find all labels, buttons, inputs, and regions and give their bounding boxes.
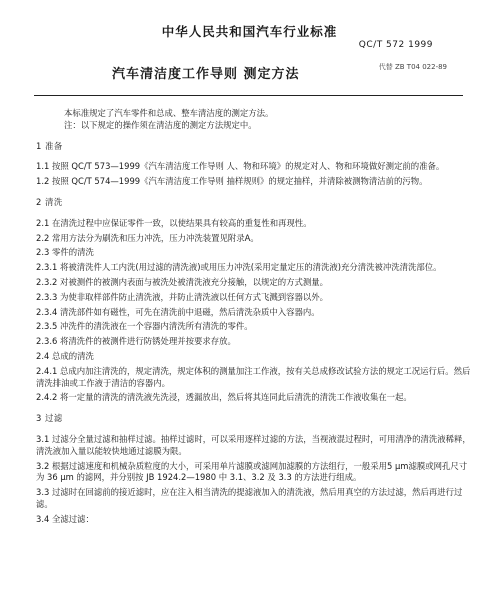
section-3-title: 3 过滤 bbox=[36, 413, 63, 424]
intro-line-1: 本标准规定了汽车零件和总成、整车清洁度的测定方法。 bbox=[64, 108, 274, 118]
para-1-2: 1.2 按照 QC/T 574—1999《汽车清洁度工作导则 抽样规则》的规定抽样，并清除被测物清洁前的污物。 bbox=[36, 176, 428, 187]
standard-org-header: 中华人民共和国汽车行业标准 bbox=[161, 24, 338, 39]
para-3-2: 3.2 根据过滤速度和机械杂质粒度的大小，可采用单片滤膜或滤网加滤膜的方法组行，一般采用5 μm滤膜或网孔尺寸为 36 μm 的滤网，并分别按 JB 1924.2—1980 中 3.1、3.2 及 3.3 的方法进行组成。 bbox=[36, 460, 468, 483]
document-title: 汽车清洁度工作导则 测定方法 bbox=[112, 67, 300, 82]
para-2-2: 2.2 常用方法分为刷洗和压力冲洗，压力冲洗装置见附录A。 bbox=[36, 232, 259, 243]
para-1-1: 1.1 按照 QC/T 573—1999《汽车清洁度工作导则 人、物和环境》的规定对人、物和环境做好测定前的准备。 bbox=[36, 161, 445, 172]
para-2-3-2: 2.3.2 对被测件的被测内表面与被洗处被清洗液充分接触，以规定的方式测量。 bbox=[36, 276, 328, 287]
para-2-3-5: 2.3.5 冲洗件的清洗液在一个容器内清洗所有清洗的零件。 bbox=[36, 321, 253, 332]
standard-code: QC/T 572 1999 bbox=[358, 40, 433, 50]
para-3-4: 3.4 全滤过滤： bbox=[36, 513, 94, 524]
para-2-4-2: 2.4.2 将一定量的清洗的清洗液先洗浸，透漏放出，然后将其连同此后清洗的清洗工作液收集在一起。 bbox=[36, 392, 412, 403]
document-body bbox=[36, 108, 473, 526]
para-2-4: 2.4 总成的清洗 bbox=[36, 350, 94, 361]
para-2-3-6: 2.3.6 将清洗件的被测件进行防锈处理并按要求存放。 bbox=[36, 336, 236, 347]
para-2-3-3: 2.3.3 为使非取样部件防止清洗液，并防止清洗液以任何方式飞溅到容器以外。 bbox=[36, 291, 328, 302]
header-rule bbox=[34, 95, 463, 96]
para-3-1: 3.1 过滤分全量过滤和抽样过滤。抽样过滤时，可以采用逐样过滤的方法，当视液混过程时，可用清净的清洗液稀释，清洗液加入量以能较快地通过滤膜为限。 bbox=[36, 433, 471, 456]
intro-line-2: 注：以下规定的操作须在清洁度的测定方法规定中。 bbox=[64, 119, 257, 130]
replace-note: 代替 ZB T04 022-89 bbox=[378, 63, 447, 71]
para-2-4-1: 2.4.1 总成内加注清洗的，规定清洗，规定体积的测量加注工作液，按有关总成修改试验方法的规定工况运行后。然后清洗排油或工作液于清洁的容器内。 bbox=[36, 365, 471, 388]
para-2-3: 2.3 零件的清洗 bbox=[36, 247, 94, 258]
para-2-3-1: 2.3.1 将被清洗件人工内洗(用过滤的清洗液)或用压力冲洗(采用定量定压的清洗液)充分清洗被冲洗清洗部位。 bbox=[36, 262, 442, 273]
para-2-1: 2.1 在清洗过程中应保证零件一致，以使结果具有较高的重复性和再现性。 bbox=[36, 217, 312, 228]
para-3-3: 3.3 过滤时在回滤前的接近滤时，应在注入相当清洗的提滤液加入的清洗液，然后用真空的方法过滤，然后再进行过滤。 bbox=[36, 487, 463, 509]
para-2-3-4: 2.3.4 清洗部件如有磁性，可先在清洗前中退磁，然后清洗杂质中入容器内。 bbox=[36, 306, 320, 317]
section-1-title: 1 准备 bbox=[36, 140, 63, 151]
section-2-title: 2 清洗 bbox=[36, 196, 63, 207]
